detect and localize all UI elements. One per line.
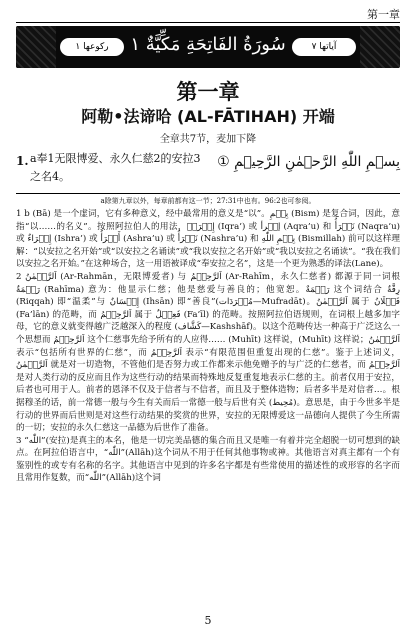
commentary [16,208,400,610]
commentary-paragraph: 3 “اللّٰه”(安拉)是真主的本名，他是一切完美品德的集合而且又是唯一有着并完全超脱一切可想到的缺点。在阿拉伯语言中，“اللّٰه”(Allāh)这个词从不用于任何其他事物或神。其他语言对真主都有一个有鉴别性的或专有名称的名字。其他语言中见到的许多名字都是有些常使用的描述性的或形容的名字而且常用作复数，而“اللّٰه”(Allāh)这个词 [16,435,400,484]
verse-chinese: a奉1无限博爱、永久仁慈2的安拉3之名4。 [30,152,201,183]
ornament-right [360,26,400,68]
surah-title-arabic: سُورَةُ الفَاتِحَةِ مَكِّيَّةٌ ١ [130,34,286,55]
surah-banner [16,26,400,68]
verse-number: 1. [16,154,29,168]
page-number: 5 [204,614,212,627]
ornament-left [16,26,56,68]
verse-arabic: بِسۡمِ اللّٰهِ الرَّحۡمٰنِ الرَّحِيۡمِ ① [217,154,400,170]
chapter-subtitle: 全章共7节，麦加下降 [159,134,257,145]
chapter-title: 阿勒•法谛哈 (AL-FĀTIHAH) 开端 [81,107,335,126]
chapter-number: 第一章 [176,79,240,104]
verse-rule [16,193,400,194]
commentary-paragraph: 2 اَلرَّحۡمٰنُ (Ar-Rahmān，无限博爱者) 与 اَلرَّحِيۡمُ (Ar-Rahīm，永久仁慈者) 都源于同一词根 رَحۡمَةٌ (Rahīma) 意为：他显示仁慈；他是慈爱与善良的；他宽恕。رَحۡمَةٌ 这个词结合 رِقَّةٌ (Riqqah) 即“温柔”与 إِحۡسَانٌ (Ihsān) 即“善良”(مُفۡرَدَات—Mufradāt)。اَلرَّحۡمٰنُ 属于 فَعۡلَانُ (Fa’lān) 的范畴，而 اَلرَّحِيۡمُ 属于 فَعِيۡلٌ (Fa’īl) 的范畴。按照阿拉伯语规则，在词根上越多加字母，它的意义就变得越广泛越深入的程度 (كَشَّاف—Kashshāf)。以这个范畴传达一种高于广泛这么一个思想而 اَلرَّحِيۡمُ 这个仁慈事先给予所有的人应得…… (Muhīt) 这样说，(Muhīt) 这样说；اَلرَّحۡمٰنُ 表示“包括所有世界的仁慈”，而 اَلرَّحِيۡمُ 表示“有限范围但重复出现的仁慈”。鉴于上述词义，اَلرَّحۡمٰنُ 就是对一切造物，不管他们是否努力或工作都来示他免赠予的与广泛的仁慈者，而 اَلرَّحِيۡمُ 是对人类行动的反应而且作为这些行动的结果而特殊地反复重复地表示仁慈的主。前者仅用于安拉，后者也可用于人。前者的恩泽不仅及于信者与不信者，而且及于整体造物；后者多半是对信者…。根据穆圣的话，前一常德一般与今生有关而后一常德一般与后世有关 (مُحِيط)。意思是，由于今世多半是行动的世界而后世则是对这些行动结果的奖赏的世界，安拉的无限博爱这一品德向人提供了今生所需的一切；安拉的永久仁慈这一品德为后世作了准备。 [16,271,400,434]
verse-block [16,148,400,188]
ruku-count-label: رکوعها ١ [60,38,124,56]
running-head: 第一章 [367,8,400,21]
commentary-paragraph: 1 b (Bā) 是一个虚词，它有多种意义，经中最常用的意义是“以”。بِسۡمِ (Bism) 是复合词，因此，意指“以……的名义”。按照阿拉伯人的用法，إِقۡرَأۡ (Iqra’) 或 إقۡرأ (Aqra’u) 和 نَقۡرَأُ (Naqra’u) 或 إِسۡرَاءٌ (Ishra’) 或 أَسۡرَأُ (Ashra’u) 或 نَشۡرَأُ (Nashra’u) 和 بِسۡمِ اللّٰهِ (Bismillah) 前可以这样理解：“以安拉之名开始”或“以安拉之名诵读”或“我以安拉之名开始”或“我以安拉之名诵读”。“我在我们以安拉之名开始。”在这种场合，这一用语被译成“奉安拉之名”，这是一个更为熟悉的译法(Lane)。 [16,209,400,270]
ayat-count-label: آياتها ٧ [292,38,356,56]
verse-note: a除第九章以外，每章前都有这一节；27:31中也有。96:2也可参阅。 [100,197,316,205]
header-rule [16,22,400,23]
